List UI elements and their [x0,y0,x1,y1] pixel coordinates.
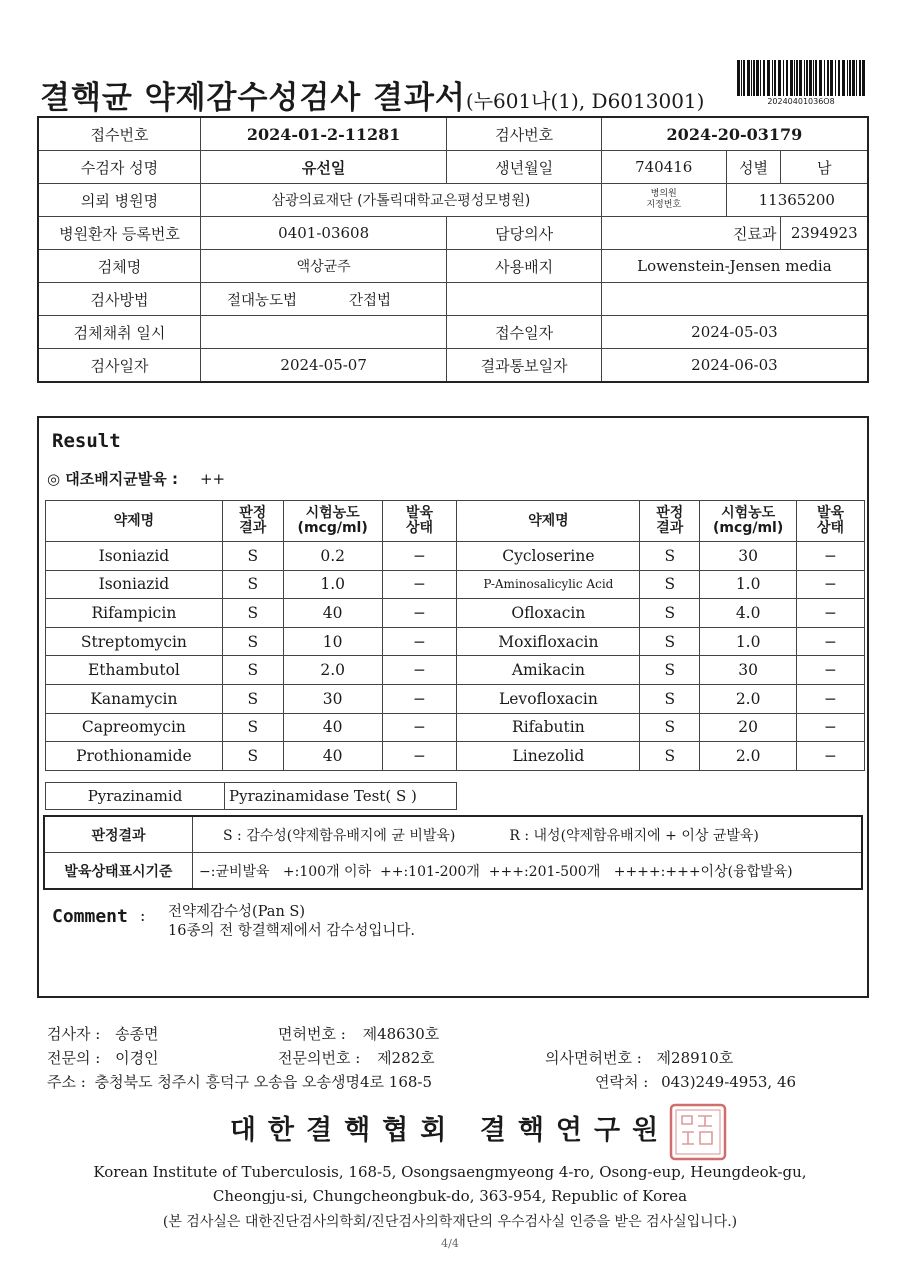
footer-row-specialist [47,1047,159,1068]
license-value: 제48630호 [362,1025,440,1043]
drug-result: S [222,713,283,742]
table-row [44,853,862,890]
table-header-row [46,501,865,542]
receipt-no-value: 2024-01-2-11281 [200,117,446,151]
table-row [46,684,865,713]
comment-text [168,903,415,941]
drug-conc: 2.0 [700,684,797,713]
pza-test: Pyrazinamidase Test( S ) [225,783,457,810]
drug-result: S [640,742,700,771]
drug-conc: 10 [283,627,382,656]
drug-growth: − [797,684,865,713]
collect-date-value [200,316,446,349]
table-row [46,783,457,810]
empty-cell [601,283,868,316]
drug-name: Ofloxacin [457,599,640,628]
table-row [46,542,865,571]
report-date-value: 2024-06-03 [601,349,868,383]
drug-conc: 2.0 [283,656,382,685]
drug-conc: 30 [700,656,797,685]
drug-conc: 40 [283,599,382,628]
test-no-value: 2024-20-03179 [601,117,868,151]
drug-name: Prothionamide [46,742,223,771]
drug-result: S [222,742,283,771]
growth-criteria-value: −:균비발육 +:100개 이하 ++:101-200개 +++:201-500개 ++++:+++이상(융합발육) [193,853,863,890]
address-value: 충청북도 청주시 흥덕구 오송읍 오송생명4로 168-5 [94,1073,433,1091]
drug-name: Cycloserine [457,542,640,571]
drug-conc: 1.0 [283,570,382,599]
dept-label: 진료과 [601,217,781,250]
patient-name-label: 수검자 성명 [38,151,200,184]
drug-conc: 40 [283,713,382,742]
address-english-line2: Cheongju-si, Chungcheongbuk-do, 363-954, Republic of Korea [212,1187,688,1205]
drug-growth: − [382,627,457,656]
doctor-license-value: 제28910호 [656,1049,734,1067]
hospital-code-label: 병의원 지정번호 [601,184,726,217]
method-label: 검사방법 [38,283,200,316]
specimen-label: 검체명 [38,250,200,283]
judgement-criteria-label: 판정결과 [44,816,193,853]
footer-doctor-license [545,1047,733,1068]
table-row [46,713,865,742]
table-row [38,283,868,316]
table-row [38,250,868,283]
pyrazinamide-table [45,782,457,810]
drug-name: Amikacin [457,656,640,685]
table-row [46,570,865,599]
col-drug: 약제명 [46,501,223,542]
footer-license [278,1023,439,1044]
dept-value: 2394923 [781,217,868,250]
drug-growth: − [797,742,865,771]
specialist-label: 전문의 : [47,1049,101,1067]
contact-label: 연락처 : [595,1073,649,1091]
drug-growth: − [797,542,865,571]
table-row [38,217,868,250]
drug-conc: 2.0 [700,742,797,771]
drug-name: Isoniazid [46,542,223,571]
col-judgement: 판정 결과 [222,501,283,542]
comment-line: 16종의 전 항결핵제에서 감수성입니다. [168,923,415,939]
drug-result: S [222,542,283,571]
drug-growth: − [797,656,865,685]
tester-label: 검사자 : [47,1025,101,1043]
drug-growth: − [382,713,457,742]
address-label: 주소 : [47,1073,86,1091]
drug-result: S [640,656,700,685]
judgement-criteria-value [193,816,863,853]
drug-name: Streptomycin [46,627,223,656]
media-value: Lowenstein-Jensen media [601,250,868,283]
drug-growth: − [382,599,457,628]
drug-result: S [640,599,700,628]
drug-name: Kanamycin [46,684,223,713]
table-row [38,184,868,217]
table-row [46,742,865,771]
collect-date-label: 검체채취 일시 [38,316,200,349]
drug-growth: − [382,542,457,571]
drug-result: S [222,656,283,685]
drug-name: Capreomycin [46,713,223,742]
col-judgement: 판정 결과 [640,501,700,542]
footer-contact [595,1071,796,1092]
drug-result: S [640,627,700,656]
drug-conc: 20 [700,713,797,742]
footer-address [47,1071,432,1092]
receipt-date-label: 접수일자 [447,316,602,349]
receipt-date-value: 2024-05-03 [601,316,868,349]
table-row [46,627,865,656]
test-date-value: 2024-05-07 [200,349,446,383]
dob-label: 생년월일 [447,151,602,184]
footer-specialist-no [278,1047,435,1068]
col-conc: 시험농도 (mcg/ml) [700,501,797,542]
drug-result: S [222,599,283,628]
patient-name-value: 유선일 [200,151,446,184]
col-drug: 약제명 [457,501,640,542]
tester-name: 송종면 [115,1025,159,1043]
drug-result: S [222,570,283,599]
drug-name: Rifampicin [46,599,223,628]
control-growth-label: ◎ 대조배지균발육 : [47,470,178,488]
comment-colon: : [140,906,146,925]
certification-note: (본 검사실은 대한진단검사의학회/진단검사의학재단의 우수검사실 인증을 받은 검사실입니다.) [162,1214,738,1230]
col-growth: 발육 상태 [382,501,457,542]
specialist-no-value: 제282호 [377,1049,435,1067]
control-growth-value: ++ [199,470,226,488]
pza-drug: Pyrazinamid [46,783,225,810]
hospital-value: 삼광의료재단 (가톨릭대학교은평성모병원) [200,184,601,217]
drug-conc: 30 [283,684,382,713]
drug-conc: 1.0 [700,627,797,656]
drug-name: Moxifloxacin [457,627,640,656]
drug-name: Isoniazid [46,570,223,599]
report-date-label: 결과통보일자 [447,349,602,383]
drug-result: S [640,570,700,599]
drug-growth: − [797,627,865,656]
test-no-label: 검사번호 [447,117,602,151]
drug-conc: 1.0 [700,570,797,599]
drug-name: Linezolid [457,742,640,771]
specimen-value: 액상균주 [200,250,446,283]
drug-growth: − [797,570,865,599]
criteria-table [43,815,863,890]
result-label: Result [52,430,121,452]
drug-result: S [640,684,700,713]
sex-value: 남 [781,151,868,184]
drug-name: Levofloxacin [457,684,640,713]
license-label: 면허번호 : [278,1025,346,1043]
barcode-number: 20240401036O8 [767,97,835,106]
drug-growth: − [382,570,457,599]
control-growth [47,468,225,489]
table-row [38,151,868,184]
table-row [38,117,868,151]
contact-value: 043)249-4953, 46 [661,1073,797,1091]
media-label: 사용배지 [447,250,602,283]
hospital-label: 의뢰 병원명 [38,184,200,217]
drug-growth: − [382,684,457,713]
drug-name: Rifabutin [457,713,640,742]
patient-reg-value: 0401-03608 [200,217,446,250]
comment-line: 전약제감수성(Pan S) [168,904,305,920]
dob-value: 740416 [601,151,726,184]
table-row [38,316,868,349]
drug-growth: − [382,656,457,685]
drug-result: S [640,713,700,742]
address-english-line1: Korean Institute of Tuberculosis, 168-5, Osongsaengmyeong 4-ro, Osong-eup, Heungdeok-gu, [93,1163,807,1181]
drug-result: S [222,684,283,713]
barcode-image [737,60,865,96]
drug-growth: − [797,599,865,628]
title-code: (누601나(1), D6013001) [465,89,705,113]
drug-susceptibility-table [45,500,865,771]
document-title [40,72,704,117]
table-row [46,599,865,628]
specialist-no-label: 전문의번호 : [278,1049,361,1067]
empty-cell [447,283,602,316]
method-indirect: 간접법 [349,292,392,309]
table-row [38,349,868,383]
doctor-license-label: 의사면허번호 : [545,1049,642,1067]
drug-conc: 30 [700,542,797,571]
growth-criteria-label: 발육상태표시기준 [44,853,193,890]
drug-result: S [640,542,700,571]
doctor-label: 담당의사 [447,217,602,250]
drug-conc: 40 [283,742,382,771]
col-growth: 발육 상태 [797,501,865,542]
footer-row-tester [47,1023,159,1044]
page-number: 4/4 [441,1237,459,1250]
patient-reg-label: 병원환자 등록번호 [38,217,200,250]
header-info-table [37,116,869,383]
method-value [200,283,446,316]
receipt-no-label: 접수번호 [38,117,200,151]
col-conc: 시험농도 (mcg/ml) [283,501,382,542]
title-main: 결핵균 약제감수성검사 결과서 [40,80,466,116]
hospital-code-value: 11365200 [726,184,868,217]
drug-growth: − [797,713,865,742]
specialist-name: 이경인 [115,1049,159,1067]
institute-name: 대한결핵협회 결핵연구원 [229,1115,671,1146]
drug-name: Ethambutol [46,656,223,685]
drug-conc: 0.2 [283,542,382,571]
drug-name: P-Aminosalicylic Acid [457,570,640,599]
comment-label: Comment [52,906,128,927]
table-row [44,816,862,853]
judgement-s: S : 감수성(약제함유배지에 균 비발육) [223,827,456,844]
drug-conc: 4.0 [700,599,797,628]
sex-label: 성별 [726,151,781,184]
method-absolute: 절대농도법 [226,292,298,309]
drug-result: S [222,627,283,656]
test-date-label: 검사일자 [38,349,200,383]
drug-growth: − [382,742,457,771]
judgement-r: R : 내성(약제함유배지에 + 이상 균발육) [509,827,759,844]
table-row [46,656,865,685]
